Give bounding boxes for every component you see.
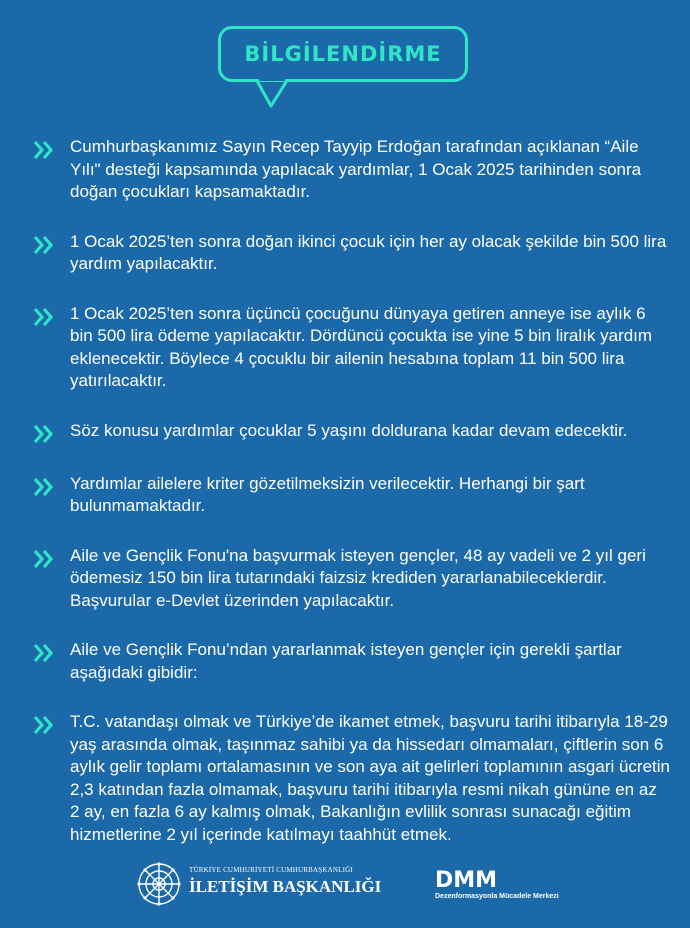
double-chevron-right-icon	[32, 305, 56, 329]
double-chevron-right-icon	[32, 475, 56, 499]
footer	[0, 855, 690, 915]
list-item	[32, 545, 672, 613]
list-item-text: Cumhurbaşkanımız Sayın Recep Tayyip Erdoğan tarafından açıklanan “Aile Yılı" desteği kapsamında yapılacak yardımlar, 1 Ocak 2025 tarihinden sonra doğan çocukları kapsamaktadır.	[70, 137, 642, 201]
gov-logo-text	[189, 866, 381, 897]
list-item-text: 1 Ocak 2025’ten sonra üçüncü çocuğunu dünyaya getiren anneye ise aylık 6 bin 500 lira ödeme yapılacaktır. Dördüncü çocukta ise yine 5 bin liralık yardım eklenecektir. Böylece 4 çocuklu bir ailenin hesabına toplam 11 bin 500 lira yatırılacaktır.	[70, 303, 653, 390]
info-list	[32, 136, 672, 873]
list-item	[32, 136, 672, 204]
list-item-text: Yardımlar ailelere kriter gözetilmeksizin verilecektir. Herhangi bir şart bulunmamaktadır.	[70, 473, 585, 515]
list-item	[32, 420, 672, 446]
list-item-text: Aile ve Gençlik Fonu’ndan yararlanmak isteyen gençler için gerekli şartlar aşağıdaki gibidir:	[70, 640, 622, 682]
gov-subtitle: TÜRKİYE CUMHURİYETİ CUMHURBAŞKANLIĞI	[189, 866, 353, 874]
list-item	[32, 473, 672, 518]
header-bubble	[218, 26, 468, 82]
double-chevron-right-icon	[32, 138, 56, 162]
page-title: BİLGİLENDİRME	[244, 42, 442, 66]
gov-title: İLETİŞİM BAŞKANLIĞI	[189, 877, 382, 896]
list-item	[32, 711, 672, 846]
double-chevron-right-icon	[32, 233, 56, 257]
list-item-text: 1 Ocak 2025’ten sonra doğan ikinci çocuk için her ay olacak şekilde bin 500 lira yardım yapılacaktır.	[70, 231, 667, 273]
list-item	[32, 231, 672, 276]
double-chevron-right-icon	[32, 422, 56, 446]
info-header	[218, 26, 474, 110]
list-item-text: Aile ve Gençlik Fonu'na başvurmak isteyen gençler, 48 ay vadeli ve 2 yıl geri ödemesiz 150 bin lira tutarındaki faizsiz krediden yararlanabileceklerdir. Başvurular e-Devlet üzerinden yapılacaktır.	[70, 545, 646, 610]
list-item	[32, 639, 672, 684]
dmm-logo	[435, 868, 559, 900]
list-item-text: T.C. vatandaşı olmak ve Türkiye’de ikamet etmek, başvuru tarihi itibarıyla 18-29 yaş arasında olmak, taşınmaz sahibi ya da hissedarı olmamaları, çiftlerin son 6 aylık gelir toplamı ortalamasının ve son aya ait gelirleri toplamının asgari ücretin 2,3 katından fazla olmamak, başvuru tarihi itibarıyla resmi nikah gününe en az 2 ay, en fazla 6 ay kalmış olmak, Bakanlığın evlilik sonrası sunacağı eğitim hizmetlerine 2 yıl içerinde katılmayı taahhüt etmek.	[70, 712, 671, 844]
list-item-text: Söz konusu yardımlar çocuklar 5 yaşını doldurana kadar devam edecektir.	[70, 420, 628, 440]
iletisim-baskanligi-logo-icon	[136, 861, 182, 907]
list-item	[32, 303, 672, 393]
double-chevron-right-icon	[32, 547, 56, 571]
double-chevron-right-icon	[32, 641, 56, 665]
dmm-subtitle: Dezenformasyonla Mücadele Merkezi	[435, 893, 559, 900]
double-chevron-right-icon	[32, 713, 56, 737]
dmm-title: DMM	[435, 868, 498, 893]
